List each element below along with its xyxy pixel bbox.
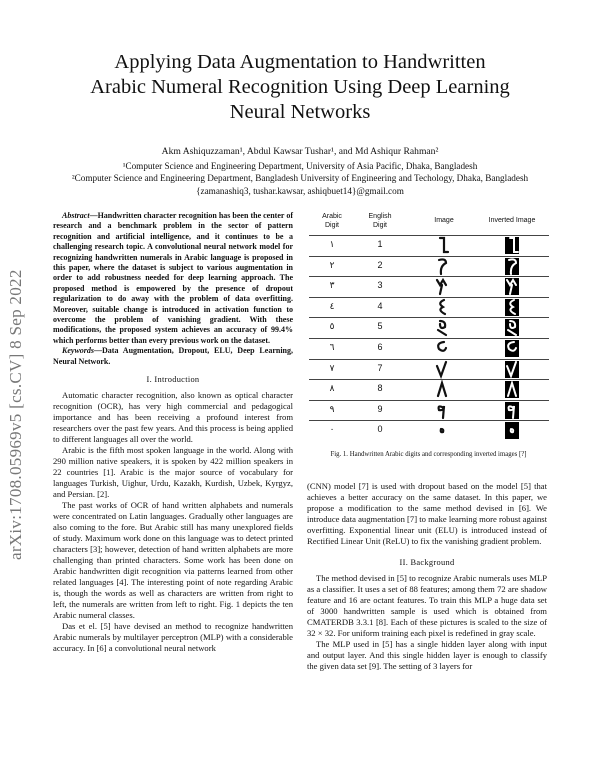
figure-caption: Fig. 1. Handwritten Arabic digits and corresponding inverted images [?] (330, 451, 527, 458)
arabic-digit: ١ (329, 239, 335, 249)
keywords (53, 346, 293, 367)
arabic-digit: ٥ (329, 321, 335, 332)
handwritten-digit-image (433, 318, 451, 337)
english-digit: 0 (377, 424, 383, 435)
handwritten-digit-image (433, 401, 451, 420)
affiliation-1: ¹Computer Science and Engineering Department, University of Asia Pacific, Dhaka, Bangladesh (122, 160, 478, 171)
header-arabic-digit: Arabic Digit (322, 213, 342, 229)
paragraph: The past works of OCR of hand written alphabets and numerals were concentrated on Latin languages. Gradually other languages are also coming to the fore. But Arabic still has many unexplored fields of study. Maximum work done on this language was to detect printed characters [3]; however, detection of hand written alphabets are more challenging than printed characters. Some work has been done on Arabic handwritten digit recognition via patterns learned from other related languages [4]. The interesting point of note regarding Arabic is, though the words as well as characters are written from right to left, the numerals are written from left to right. Fig. 1 depicts the ten Arabic numeral classes. (53, 500, 293, 621)
english-digit: 4 (377, 300, 383, 311)
paragraph: Das et el. [5] have devised an method to recognize handwritten Arabic numerals by multilayer perceptron (MLP) with a considerable accuracy. In [6] a convolutional neural network (53, 621, 293, 654)
arabic-digit: ٠ (329, 424, 335, 435)
author-emails: {zamanashiq3, tushar.kawsar, ashiqbuet14}@gmail.com (196, 185, 404, 196)
keywords-label: Keywords (62, 346, 94, 356)
handwritten-digit-image (433, 421, 451, 440)
arabic-digit: ٢ (329, 259, 335, 270)
handwritten-digit-image (433, 257, 451, 276)
english-digit: 1 (377, 239, 383, 249)
inverted-digit-image (503, 257, 521, 276)
right-column (307, 481, 547, 672)
arabic-digit: ٧ (329, 362, 335, 373)
paragraph: Automatic character recognition, also known as optical character recognition (OCR), has very high commercial and pedagogical importance and has been receiving a profound interest from researchers over the past few years. And this process is being applied to different languages all over the world. (53, 390, 293, 445)
paragraph: Arabic is the fifth most spoken language in the world. Along with 290 million native speakers, it is spoken by 422 million speakers in 22 countries [1]. Arabic is the major source of vocabulary for languages Turkish, Uighur, Urdu, Kazakh, Kurdish, Uzbek, Kyrgyz, and Persian. [2]. (53, 445, 293, 500)
inverted-digit-image (503, 401, 521, 420)
header-english-digit: English Digit (368, 213, 392, 229)
inverted-digit-image (503, 277, 521, 296)
english-digit: 6 (377, 342, 383, 352)
handwritten-digit-image (433, 236, 451, 255)
arabic-digit: ٩ (329, 403, 335, 414)
handwritten-digit-image (433, 277, 451, 296)
inverted-digit-image (503, 298, 521, 317)
handwritten-digit-image (433, 339, 451, 358)
affiliation-2: ²Computer Science and Engineering Department, Bangladesh University of Engineering and Techology, Dhaka, Bangladesh (71, 173, 529, 183)
arabic-digit: ٣ (329, 280, 335, 291)
paragraph: (CNN) model [7] is used with dropout based on the model [5] that achieves a better accuracy on the same dataset. In this paper, we propose a modification to the same method devised in [6]. We introduce data augmentation [7] to make learning more robust against overfitting. Exponential linear unit (ELU) is introduced instead of Rectified Linear Unit (ReLU) to fix the vanishing gradient problem. (307, 481, 547, 546)
section-heading-background: II. Background (399, 558, 455, 567)
title-line: Arabic Numeral Recognition Using Deep Learning (90, 76, 510, 98)
arabic-digit: ٦ (329, 342, 335, 352)
section-heading-introduction: I. Introduction (146, 375, 200, 385)
title-line: Applying Data Augmentation to Handwritten (114, 51, 486, 73)
paragraph: The method devised in [5] to recognize Arabic numerals uses MLP as a classifier. It uses a set of 88 features; among them 72 are shadow feature and 16 are octant features. To train this MLP a huge data set of 3000 handwritten sample is used which is obtained from CMATERDB 3.3.1 [8]. Each of these pictures is scaled to the size of 32 × 32. For uniform training each pixel is redefined in gray scale. (307, 573, 547, 638)
title-line: Neural Networks (229, 101, 371, 123)
handwritten-digit-image (433, 360, 451, 379)
arabic-digit: ٨ (329, 383, 335, 394)
english-digit: 3 (377, 280, 383, 291)
paper-title (40, 50, 560, 125)
english-digit: 2 (377, 259, 383, 270)
keywords-text: —Data Augmentation, Dropout, ELU, Deep Learning, Neural Network. (53, 346, 293, 366)
english-digit: 5 (377, 321, 383, 332)
arxiv-stamp: arXiv:1708.05969v5 [cs.CV] 8 Sep 2022 (6, 269, 25, 560)
header-inverted-image: Inverted Image (488, 217, 536, 224)
inverted-digit-image (503, 380, 521, 399)
inverted-digit-image (503, 339, 521, 358)
handwritten-digit-image (433, 380, 451, 399)
abstract-label: Abstract (62, 211, 90, 220)
abstract (53, 211, 293, 346)
header-image: Image (434, 217, 454, 224)
english-digit: 9 (377, 403, 383, 414)
paragraph: The MLP used in [5] has a single hidden layer along with input and output layer. And this single hidden layer is enough to classify the given data set [9]. The setting of 3 layers for (307, 639, 547, 671)
inverted-digit-image (503, 360, 521, 379)
handwritten-digit-image (433, 298, 451, 317)
inverted-digit-image (503, 236, 521, 255)
left-column (53, 211, 293, 654)
english-digit: 8 (377, 383, 383, 394)
inverted-digit-image (503, 318, 521, 337)
authors-line: Akm Ashiquzzaman¹, Abdul Kawsar Tushar¹, and Md Ashiqur Rahman² (161, 146, 439, 157)
abstract-text: —Handwritten character recognition has been the center of research and a benchmark problem in the sector of pattern recognition and artificial intelligence, and it continues to be a challenging research topic. A convolutional neural network model for recognizing handwritten numerals in Arabic language is proposed in this paper, where the dataset is subject to various augmentation in order to add robustness needed for deep learning approach. The proposed method is empowered by the presence of dropout regularization to do away with the problem of data overfitting. Moreover, suitable change is introduced in activation function to overcome the problem of vanishing gradient. With these modifications, the proposed system achieves an accuracy of 99.4% which performs better than every previous work on the dataset. (53, 211, 293, 345)
figure-1 (306, 211, 551, 443)
arabic-digit: ٤ (329, 300, 335, 311)
author-block (40, 146, 560, 197)
english-digit: 7 (377, 362, 383, 373)
inverted-digit-image (503, 421, 521, 440)
